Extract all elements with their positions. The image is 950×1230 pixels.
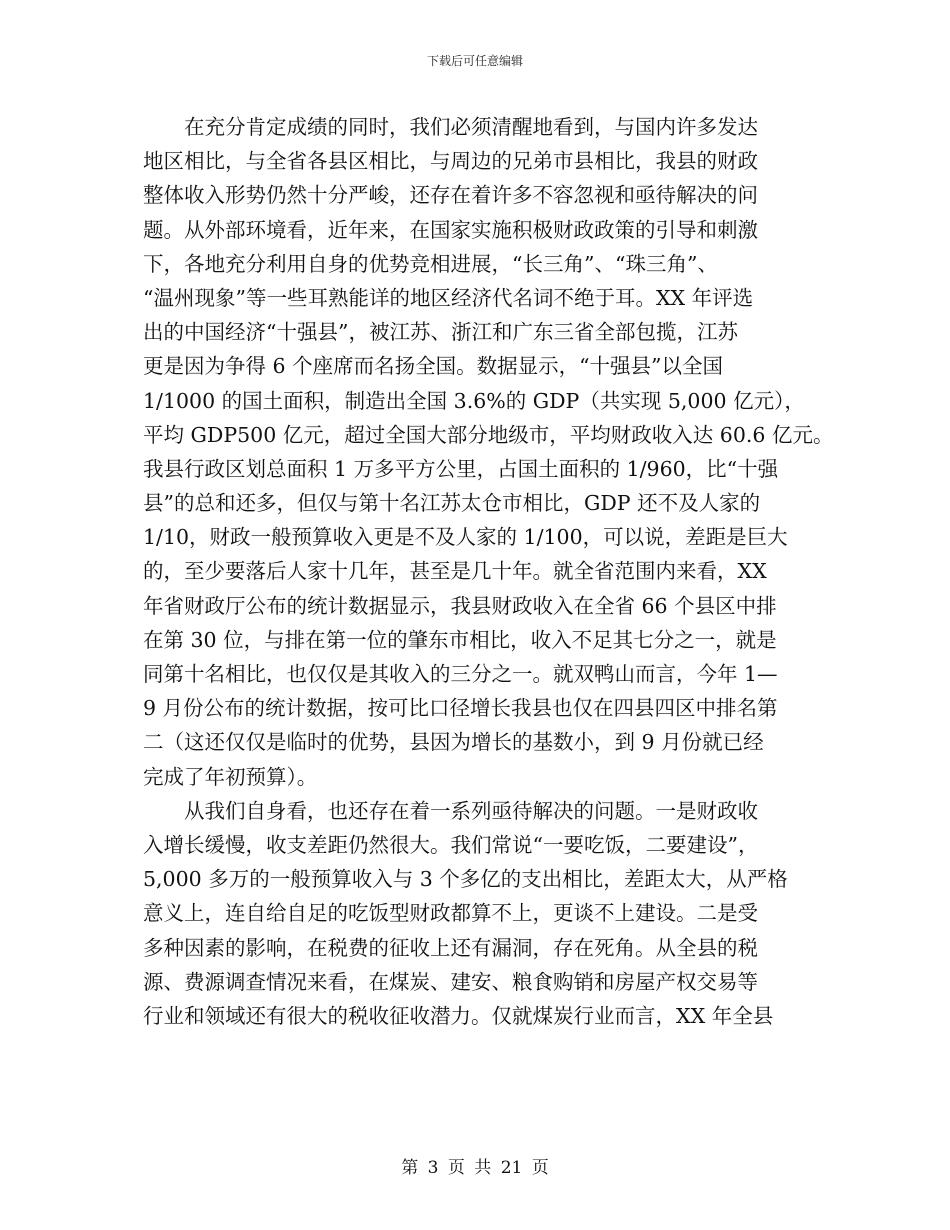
text-line: 在第 30 位，与排在第一位的肇东市相比，收入不足其七分之一，就是 (143, 627, 777, 652)
text-line: 同第十名相比，也仅仅是其收入的三分之一。就双鸭山而言，今年 1— (143, 662, 778, 686)
text-line: 5,000 多万的一般预算收入与 3 个多亿的支出相比，差距太大，从严格 (143, 867, 788, 892)
text-line: 更是因为争得 6 个座席而名扬全国。数据显示，“十强县”以全国 (143, 354, 724, 379)
page-header: 下载后可任意编辑 (426, 54, 523, 68)
text-line: 源、费源调查情况来看，在煤炭、建安、粮食购销和房屋产权交易等 (143, 969, 758, 994)
text-line: 完成了年初预算）。 (143, 764, 318, 789)
text-line: 地区相比，与全省各县区相比，与周边的兄弟市县相比，我县的财政 (143, 149, 758, 174)
text-line: 9 月份公布的统计数据，按可比口径增长我县也仅在四县四区中排名第 (143, 696, 778, 721)
text-line: 多种因素的影响，在税费的征收上还有漏洞，存在死角。从全县的税 (143, 935, 758, 960)
text-line: 整体收入形势仍然十分严峻，还存在着许多不容忽视和亟待解决的问 (143, 183, 758, 208)
text-line: 县”的总和还多，但仅与第十名江苏太仓市相比，GDP 还不及人家的 (143, 491, 761, 516)
text-line: 的，至少要落后人家十几年，甚至是几十年。就全省范围内来看，XX (143, 559, 767, 584)
text-line: 在充分肯定成绩的同时，我们必须清醒地看到，与国内许多发达 (143, 115, 758, 139)
text-line: 年省财政厅公布的统计数据显示，我县财政收入在全省 66 个县区中排 (143, 593, 777, 618)
text-line: “温州现象”等一些耳熟能详的地区经济代名词不绝于耳。XX 年评选 (143, 285, 754, 310)
page-footer: 第 3 页 共 21 页 (401, 1158, 549, 1178)
text-line: 题。从外部环境看，近年来，在国家实施积极财政政策的引导和刺激 (143, 217, 758, 242)
text-line: 1/10，财政一般预算收入更是不及人家的 1/100，可以说，差距是巨大 (143, 525, 788, 550)
text-line: 下，各地充分利用自身的优势竞相进展，“长三角”、“珠三角”、 (143, 251, 718, 276)
text-line: 意义上，连自给自足的吃饭型财政都算不上，更谈不上建设。二是受 (143, 901, 758, 926)
text-line: 从我们自身看，也还存在着一系列亟待解决的问题。一是财政收 (143, 798, 758, 823)
text-line: 行业和领域还有很大的税收征收潜力。仅就煤炭行业而言，XX 年全县 (143, 1003, 774, 1028)
document-body (143, 110, 834, 1033)
text-line: 平均 GDP500 亿元，超过全国大部分地级市，平均财政收入达 60.6 亿元。 (143, 422, 834, 447)
text-line: 二（这还仅仅是临时的优势，县因为增长的基数小，到 9 月份就已经 (143, 730, 764, 755)
text-line: 入增长缓慢，收支差距仍然很大。我们常说“一要吃饭，二要建设”， (143, 832, 759, 857)
text-line: 我县行政区划总面积 1 万多平方公里，占国土面积的 1/960，比“十强 (143, 456, 779, 481)
text-line: 出的中国经济“十强县”，被江苏、浙江和广东三省全部包揽，江苏 (143, 320, 738, 345)
text-line: 1/1000 的国土面积，制造出全国 3.6%的 GDP（共实现 5,000 亿元）， (143, 388, 805, 413)
